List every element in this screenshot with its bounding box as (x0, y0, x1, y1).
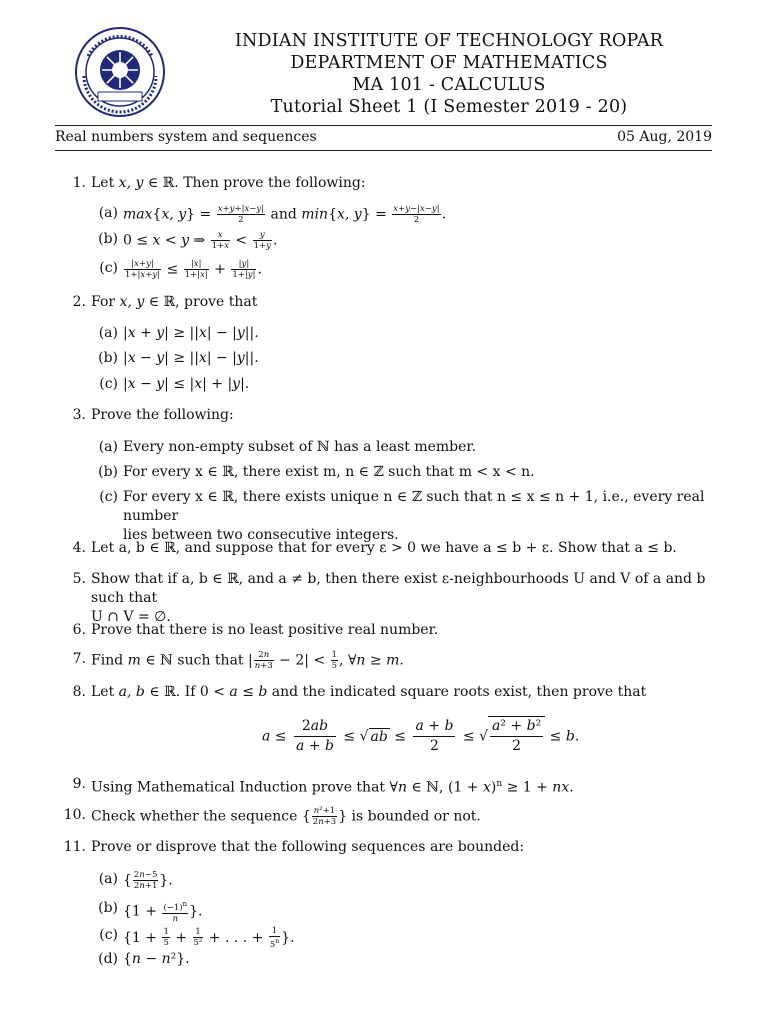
q1-part-a: (a) max{x, y} = $\frac{x+y+|x-y|}{2}$ and min{x, y} = $\frac{x+y-|x-y|}{2}$ . (98, 204, 447, 225)
question-3: 3. Prove the following: (72, 407, 234, 423)
question-2: 2. For x, y ∈ ℝ, prove that (72, 294, 258, 310)
q2-part-c: (c) |x − y| ≤ |x| + |y|. (99, 376, 250, 392)
institute-name: INDIAN INSTITUTE OF TECHNOLOGY ROPAR (234, 31, 664, 51)
q2-part-a: (a) |x + y| ≥ ||x| − |y||. (98, 325, 259, 341)
q3-part-c: (c) For every x ∈ ℝ, there exists unique n ∈ ℤ such that n ≤ x ≤ n + 1, i.e., every real number lies between two consecutive integers. (99, 489, 705, 543)
q2-part-b: (b) |x − y| ≥ ||x| − |y||. (98, 350, 259, 366)
q11-part-c: (c) {1 + $\frac{1}{5}$ + $\frac{1}{\text{5²}}$ + . . . + $\frac{1}{5^n}$ }. (99, 926, 295, 950)
topic-label: Real numbers system and sequences (55, 129, 317, 145)
q3-part-a: (a) Every non-empty subset of ℕ has a least member. (98, 439, 477, 455)
question-number: 1. (72, 175, 86, 191)
course-title: MA 101 - CALCULUS (352, 75, 546, 95)
question-4: 4. Let a, b ∈ ℝ, and suppose that for every ε > 0 we have a ≤ b + ε. Show that a ≤ b. (72, 540, 677, 556)
question-5: 5. Show that if a, b ∈ ℝ, and a ≠ b, then there exist ε-neighbourhoods U and V of a and b such that U ∩ V = ∅. (72, 571, 706, 625)
question-6: 6. Prove that there is no least positive real number. (72, 622, 439, 638)
question-11: 11. Prove or disprove that the following sequences are bounded: (63, 839, 525, 855)
q11-part-b: (b) {1 + $\frac{(-1)^n}{n}$ }. (98, 900, 203, 924)
question-7: 7. Find m ∈ ℕ such that | $\frac{2n}{n+3}$ − 2| < $\frac{1}{5}$ , ∀n ≥ m. (72, 650, 404, 671)
date-label: 05 Aug, 2019 (617, 129, 712, 145)
q8-inequality: a ≤ $\frac{2ab}{a + b}$ ≤ √ ab ≤ $\frac{a + b}{2}$ ≤ √ $\frac{\text{a² + b²}}{2}$ ≤ b. (262, 718, 580, 754)
department-name: DEPARTMENT OF MATHEMATICS (290, 53, 608, 73)
q3-part-b: (b) For every x ∈ ℝ, there exist m, n ∈ ℤ such that m < x < n. (98, 464, 535, 480)
question-8: 8. Let a, b ∈ ℝ. If 0 < a ≤ b and the indicated square roots exist, then prove that (72, 684, 647, 700)
question-1: 1. Let x, y ∈ ℝ. Then prove the following: (62, 174, 722, 193)
question-10: 10. Check whether the sequence { $\frac{\text{n²+1}}{2n+3}$ } is bounded or not. (63, 806, 481, 827)
q11-part-a: (a) { $\frac{2n-5}{2n+1}$ }. (98, 870, 173, 891)
question-9: 9. Using Mathematical Induction prove that ∀n ∈ ℕ, $(1 + x)^n \ge 1$ + nx. (72, 776, 574, 796)
document-header (170, 30, 728, 118)
q11-part-d: (d) {n − n²}. (98, 951, 190, 967)
iit-ropar-logo (74, 26, 166, 118)
q1-part-c: (c) $\frac{|x+y|}{1+|x+y|}$ ≤ $\frac{|x|}{1+|x|}$ + $\frac{|y|}{1+|y|}$ . (99, 259, 262, 280)
sheet-title: Tutorial Sheet 1 (I Semester 2019 - 20) (270, 97, 628, 117)
subheader-bar (55, 129, 712, 145)
bottom-rule (55, 150, 712, 151)
top-rule (55, 125, 712, 126)
q1-part-b: (b) 0 ≤ x < y ⇒ $\frac{x}{1+x}$ < $\frac{y}{1+y}$ . (98, 230, 278, 251)
